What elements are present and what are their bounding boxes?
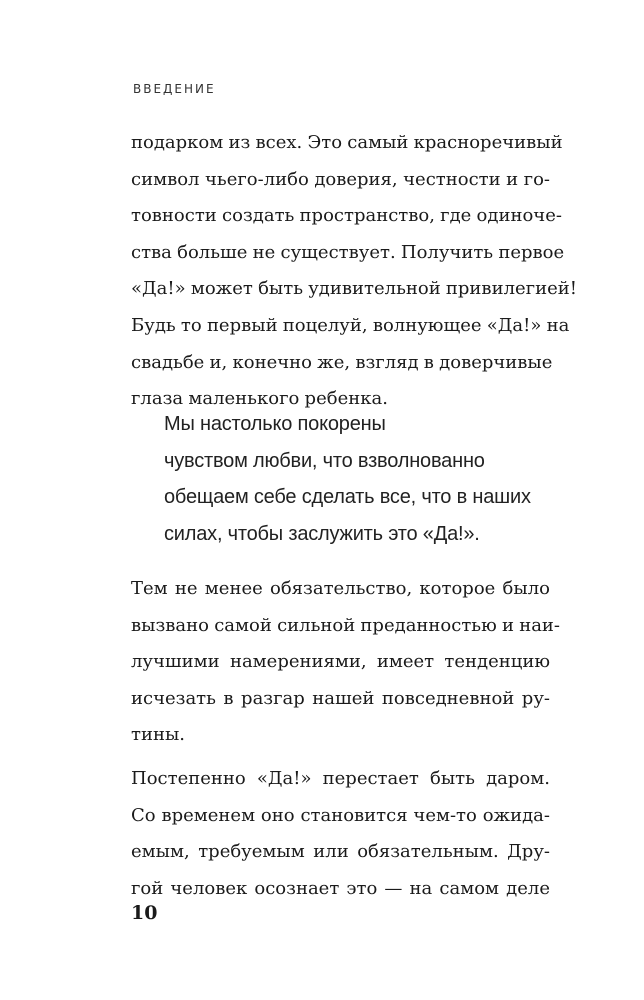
text-line: символ чьего-либо доверия, честности и го- — [131, 168, 550, 190]
text-line: Со временем оно становится чем-то ожида- — [131, 804, 550, 826]
quote-line: чувством любви, что взволнованно — [164, 449, 485, 472]
text-line: гой человек осознает это — на самом деле — [131, 877, 550, 899]
pull-quote — [164, 406, 544, 552]
text-line: глаза маленького ребенка. — [131, 388, 388, 410]
quote-line: обещаем себе сделать все, что в наших — [164, 486, 531, 508]
text-line: исчезать в разгар нашей повседневной ру- — [131, 687, 550, 709]
text-line: Постепенно «Да!» перестает быть даром. — [131, 768, 550, 789]
text-line: тины. — [131, 724, 185, 746]
text-line: свадьбе и, конечно же, взгляд в доверчивые — [131, 351, 553, 373]
text-line: «Да!» может быть удивительной привилегией! — [131, 278, 577, 300]
paragraph-3 — [131, 761, 550, 907]
text-line: вызвано самой сильной преданностью и наи- — [131, 614, 561, 636]
page-number: 10 — [131, 902, 158, 924]
text-line: Тем не менее обязательство, которое было — [131, 578, 550, 599]
text-line: подарком из всех. Это самый красноречивый — [131, 132, 563, 153]
paragraph-2 — [131, 571, 561, 754]
text-line: емым, требуемым или обязательным. Дру- — [131, 841, 550, 863]
quote-line: силах, чтобы заслужить это «Да!». — [164, 522, 480, 545]
paragraph-1 — [131, 125, 577, 418]
text-line: товности создать пространство, где одиноче- — [131, 205, 562, 227]
running-header: ВВЕДЕНИЕ — [133, 82, 216, 96]
text-line: ства больше не существует. Получить первое — [131, 241, 565, 263]
text-line: лучшими намерениями, имеет тенденцию — [131, 651, 550, 673]
text-line: Будь то первый поцелуй, волнующее «Да!» на — [131, 314, 570, 336]
quote-line: Мы настолько покорены — [164, 413, 386, 435]
